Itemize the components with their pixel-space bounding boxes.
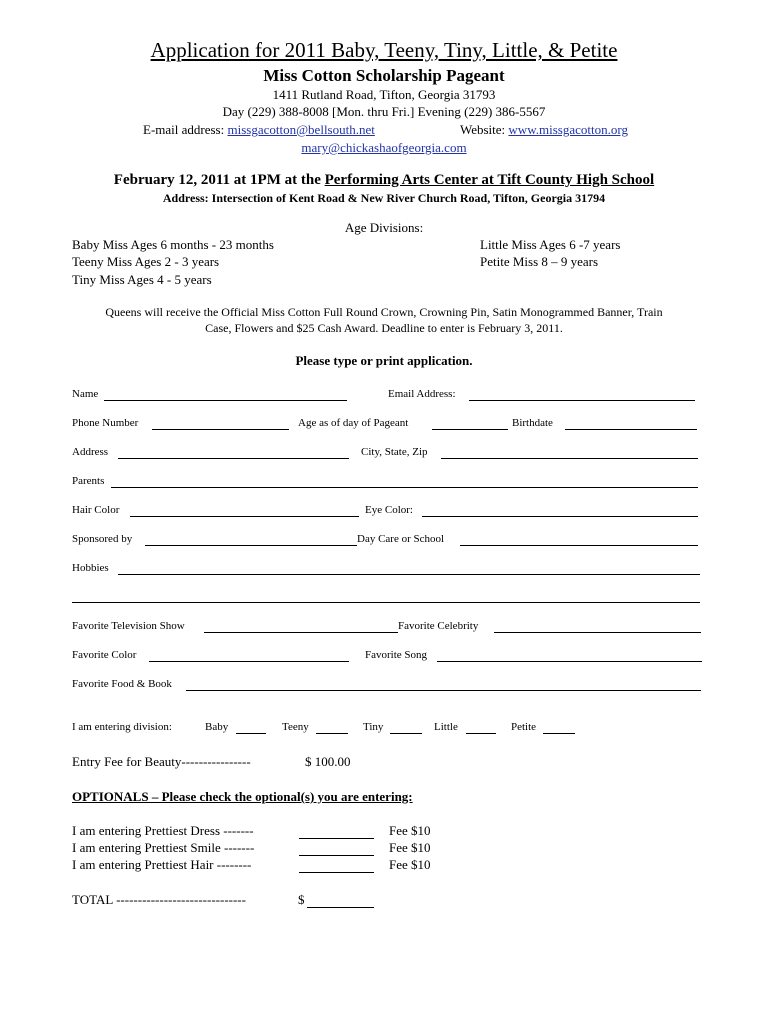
city-field[interactable] (441, 458, 698, 459)
division-option-petite-field[interactable] (543, 733, 575, 734)
instruction: Please type or print application. (295, 353, 473, 368)
hobbies-label: Hobbies (72, 562, 109, 574)
age-division-teeny: Teeny Miss Ages 2 - 3 years (72, 254, 220, 269)
optional-smile-fee: Fee $10 (389, 840, 431, 855)
division-option-tiny-field[interactable] (390, 733, 422, 734)
age-divisions-heading: Age Divisions: (344, 220, 424, 235)
hair-color-field[interactable] (130, 516, 359, 517)
eye-color-label: Eye Color: (365, 504, 413, 516)
age-field[interactable] (432, 429, 508, 430)
city-label: City, State, Zip (361, 446, 428, 458)
email-field[interactable] (469, 400, 695, 401)
awards-line-1: Queens will receive the Official Miss Cotton Full Round Crown, Crowning Pin, Satin Monogrammed Banner, Train (105, 305, 663, 319)
website-link[interactable]: www.missgacotton.org (508, 122, 628, 137)
page-title: Application for 2011 Baby, Teeny, Tiny, Little, & Petite (150, 38, 618, 62)
website-line (460, 122, 628, 138)
sponsored-by-field[interactable] (145, 545, 357, 546)
favorite-food-book-field[interactable] (186, 690, 701, 691)
hair-color-label: Hair Color (72, 504, 120, 516)
favorite-tv-label: Favorite Television Show (72, 620, 185, 632)
name-label: Name (72, 388, 99, 400)
optional-smile-field[interactable] (299, 855, 374, 856)
optional-hair-label: I am entering Prettiest Hair -------- (72, 857, 252, 872)
optional-dress-field[interactable] (299, 838, 374, 839)
division-option-baby-label: Baby (205, 721, 229, 733)
favorite-song-label: Favorite Song (365, 649, 428, 661)
optional-smile-label: I am entering Prettiest Smile ------- (72, 840, 255, 855)
website-label: Website: (460, 122, 506, 137)
entry-fee-label: Entry Fee for Beauty---------------- (72, 754, 251, 769)
sponsored-by-label: Sponsored by (72, 533, 133, 545)
entry-fee-amount: $ 100.00 (305, 754, 351, 769)
email-label: E-mail address: (143, 122, 225, 137)
parents-field[interactable] (111, 487, 698, 488)
total-currency: $ (298, 892, 305, 907)
secondary-email (0, 140, 768, 156)
division-entry-label: I am entering division: (72, 721, 172, 733)
division-option-teeny-label: Teeny (282, 721, 309, 733)
event-date: February 12, 2011 at 1PM at the (113, 172, 321, 188)
parents-label: Parents (72, 475, 105, 487)
mailing-address: 1411 Rutland Road, Tifton, Georgia 31793 (272, 87, 496, 102)
pageant-name: Miss Cotton Scholarship Pageant (263, 66, 505, 85)
name-field[interactable] (104, 400, 347, 401)
address-field[interactable] (118, 458, 349, 459)
hobbies-field-continued[interactable] (72, 602, 700, 603)
hobbies-field[interactable] (118, 574, 700, 575)
age-division-petite: Petite Miss 8 – 9 years (480, 254, 599, 269)
awards-line-2: Case, Flowers and $25 Cash Award. Deadline to enter is February 3, 2011. (205, 321, 563, 335)
daycare-field[interactable] (460, 545, 698, 546)
address-label: Address (72, 446, 109, 458)
favorite-color-field[interactable] (149, 661, 349, 662)
division-option-little-label: Little (434, 721, 458, 733)
phone-label: Phone Number (72, 417, 139, 429)
division-option-little-field[interactable] (466, 733, 496, 734)
optional-hair-fee: Fee $10 (389, 857, 431, 872)
optional-dress-label: I am entering Prettiest Dress ------- (72, 823, 254, 838)
event-venue: Performing Arts Center at Tift County High School (324, 172, 655, 188)
daycare-label: Day Care or School (357, 533, 445, 545)
total-field[interactable] (307, 907, 374, 908)
age-division-baby: Baby Miss Ages 6 months - 23 months (72, 237, 274, 252)
favorite-color-label: Favorite Color (72, 649, 137, 661)
birthdate-label: Birthdate (512, 417, 553, 429)
event-address: Address: Intersection of Kent Road & New River Church Road, Tifton, Georgia 31794 (162, 191, 606, 205)
favorite-tv-field[interactable] (204, 632, 398, 633)
age-division-tiny: Tiny Miss Ages 4 - 5 years (72, 272, 212, 287)
optional-hair-field[interactable] (299, 872, 374, 873)
age-division-little: Little Miss Ages 6 -7 years (480, 237, 621, 252)
age-label: Age as of day of Pageant (298, 417, 409, 429)
division-option-teeny-field[interactable] (316, 733, 348, 734)
division-option-tiny-label: Tiny (363, 721, 384, 733)
favorite-food-book-label: Favorite Food & Book (72, 678, 172, 690)
total-label: TOTAL ------------------------------ (72, 892, 246, 907)
email-link[interactable]: missgacotton@bellsouth.net (227, 122, 375, 137)
phone-numbers: Day (229) 388-8008 [Mon. thru Fri.] Evening (229) 386-5567 (222, 104, 546, 119)
favorite-celebrity-label: Favorite Celebrity (398, 620, 479, 632)
optional-dress-fee: Fee $10 (389, 823, 431, 838)
division-option-petite-label: Petite (511, 721, 537, 733)
event-date-line (0, 172, 768, 189)
division-option-baby-field[interactable] (236, 733, 266, 734)
email-line (143, 122, 375, 138)
email-field-label: Email Address: (388, 388, 456, 400)
eye-color-field[interactable] (422, 516, 698, 517)
secondary-email-link[interactable]: mary@chickashaofgeorgia.com (301, 140, 467, 155)
phone-field[interactable] (152, 429, 289, 430)
optionals-heading: OPTIONALS – Please check the optional(s) you are entering: (72, 789, 413, 804)
birthdate-field[interactable] (565, 429, 697, 430)
favorite-song-field[interactable] (437, 661, 702, 662)
favorite-celebrity-field[interactable] (494, 632, 701, 633)
